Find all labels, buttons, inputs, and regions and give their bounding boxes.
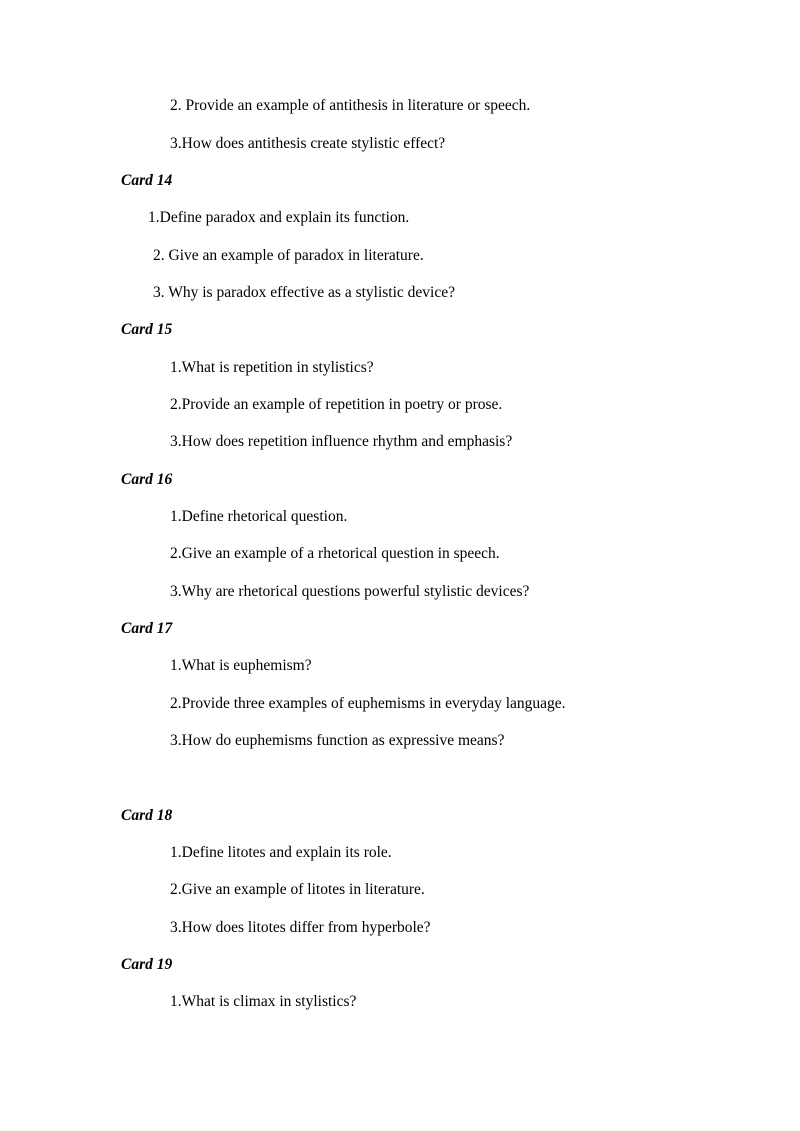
card-16-question-2: 2.Give an example of a rhetorical question in speech. <box>170 545 500 562</box>
card-15-question-2: 2.Provide an example of repetition in poetry or prose. <box>170 396 503 413</box>
card-19-heading: Card 19 <box>121 956 173 973</box>
card-17-heading: Card 17 <box>121 620 173 637</box>
card-16-question-1: 1.Define rhetorical question. <box>170 508 348 525</box>
card-16-heading: Card 16 <box>121 471 173 488</box>
card-15-heading: Card 15 <box>121 321 173 338</box>
card-13-question-2: 2. Provide an example of antithesis in literature or speech. <box>170 97 531 114</box>
card-16-question-3: 3.Why are rhetorical questions powerful stylistic devices? <box>170 583 530 600</box>
card-18-question-3: 3.How does litotes differ from hyperbole? <box>170 919 431 936</box>
card-15-question-1: 1.What is repetition in stylistics? <box>170 359 374 376</box>
card-13-question-3: 3.How does antithesis create stylistic effect? <box>170 135 446 152</box>
card-19-question-1: 1.What is climax in stylistics? <box>170 993 357 1010</box>
card-14-heading: Card 14 <box>121 172 173 189</box>
card-18-question-2: 2.Give an example of litotes in literature. <box>170 881 425 898</box>
card-15-question-3: 3.How does repetition influence rhythm and emphasis? <box>170 433 513 450</box>
card-18-heading: Card 18 <box>121 807 173 824</box>
card-18-question-1: 1.Define litotes and explain its role. <box>170 844 392 861</box>
card-14-question-2: 2. Give an example of paradox in literature. <box>153 247 424 264</box>
card-17-question-2: 2.Provide three examples of euphemisms in everyday language. <box>170 695 566 712</box>
card-14-question-1: 1.Define paradox and explain its function. <box>148 209 410 226</box>
card-14-question-3: 3. Why is paradox effective as a stylistic device? <box>153 284 456 301</box>
card-17-question-3: 3.How do euphemisms function as expressive means? <box>170 732 505 749</box>
card-17-question-1: 1.What is euphemism? <box>170 657 312 674</box>
